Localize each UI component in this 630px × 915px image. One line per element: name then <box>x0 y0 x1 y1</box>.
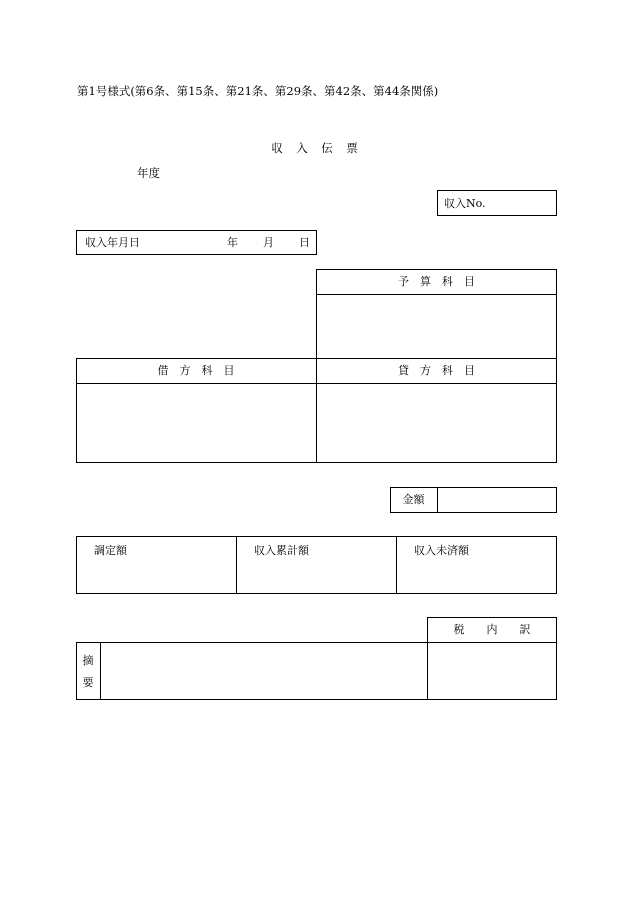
receipt-date-month: 月 <box>263 236 274 249</box>
tax-breakdown-field[interactable] <box>429 644 555 698</box>
form-reference: 第1号様式(第6条、第15条、第21条、第29条、第42条、第44条関係) <box>77 84 439 98</box>
remarks-label-divider <box>100 642 101 700</box>
adjusted-amount-label: 調定額 <box>94 544 127 557</box>
receipt-no-field[interactable] <box>437 190 557 216</box>
remarks-field[interactable] <box>102 644 426 698</box>
debit-item-label: 借 方 科 目 <box>157 364 235 377</box>
amount-field[interactable] <box>439 489 555 511</box>
tax-breakdown-label: 税 内 訳 <box>453 623 531 636</box>
credit-item-label: 貸 方 科 目 <box>398 364 475 377</box>
fiscal-year-label: 年度 <box>137 166 160 180</box>
debit-credit-header-line <box>76 383 557 384</box>
remarks-tax-divider <box>427 642 428 700</box>
cumulative-receipts-label: 収入累計額 <box>254 544 309 557</box>
page-title: 収 入 伝 票 <box>271 141 359 155</box>
summary-divider-2 <box>396 536 397 594</box>
uncollected-amount-label: 収入未済額 <box>414 544 469 557</box>
budget-item-divider <box>316 294 557 295</box>
cumulative-receipts-field[interactable] <box>238 562 395 592</box>
uncollected-amount-field[interactable] <box>398 562 555 592</box>
debit-item-field[interactable] <box>78 385 315 461</box>
remarks-label-1: 摘 <box>82 654 94 667</box>
receipt-date-label: 収入年月日 <box>85 236 140 249</box>
receipt-date-field[interactable] <box>76 230 317 255</box>
amount-label: 金額 <box>402 493 425 506</box>
adjusted-amount-field[interactable] <box>78 562 235 592</box>
summary-divider-1 <box>236 536 237 594</box>
receipt-date-day: 日 <box>299 236 310 249</box>
amount-divider <box>437 487 438 513</box>
remarks-label-2: 要 <box>82 676 94 689</box>
receipt-no-label: 収入No. <box>444 197 486 210</box>
receipt-date-year: 年 <box>227 236 238 249</box>
budget-item-field[interactable] <box>318 296 555 357</box>
credit-item-field[interactable] <box>318 385 555 461</box>
budget-item-label: 予 算 科 目 <box>398 275 475 288</box>
